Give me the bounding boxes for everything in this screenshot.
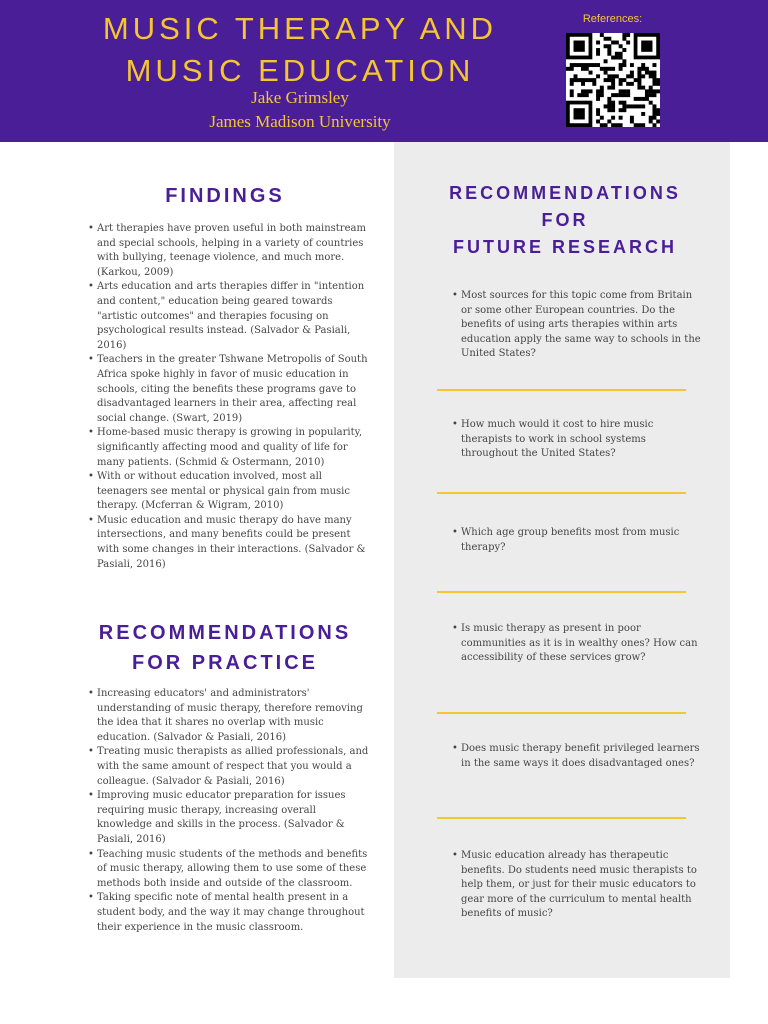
qr-module (596, 97, 600, 101)
qr-module (619, 93, 623, 97)
qr-module (611, 67, 615, 71)
qr-module (630, 74, 634, 78)
qr-module (626, 41, 630, 45)
header-banner (0, 0, 768, 142)
qr-module (600, 89, 604, 93)
qr-module (630, 116, 634, 120)
references-qr-code[interactable] (566, 33, 660, 127)
qr-module (649, 71, 653, 75)
practice-heading-line-1: RECOMMENDATIONS (98, 622, 352, 644)
qr-module (585, 89, 589, 93)
author-block (80, 86, 520, 134)
qr-module (626, 33, 630, 37)
qr-module (619, 44, 623, 48)
research-heading-line-1: RECOMMENDATIONS (449, 183, 681, 203)
qr-module (611, 108, 615, 112)
author-name: Jake Grimsley (251, 88, 349, 107)
qr-module (574, 41, 585, 52)
qr-module (604, 78, 608, 82)
findings-item: • Home-based music therapy is growing in popularity, significantly affecting mood and quality of life for many patients. (Schmid & Ostermann, 2010) (88, 426, 370, 470)
qr-module (652, 112, 656, 116)
findings-item: • With or without education involved, most all teenagers see mental or physical gain from music therapy. (Mcferran & Wigram, 2010) (88, 470, 370, 514)
qr-module (622, 48, 626, 52)
qr-module (652, 108, 656, 112)
qr-module (607, 78, 611, 82)
research-question: • Most sources for this topic come from Britain or some other European countries. Do the benefits of using arts therapies within arts education apply the same way to schools in the United States? (452, 289, 701, 362)
qr-module (619, 89, 623, 93)
qr-module (592, 78, 596, 82)
qr-code-image (566, 33, 660, 127)
qr-module (630, 71, 634, 75)
qr-module (622, 101, 626, 105)
qr-module (656, 119, 660, 123)
practice-list (88, 687, 370, 935)
qr-module (570, 93, 574, 97)
qr-module (637, 78, 641, 82)
qr-module (604, 67, 608, 71)
qr-module (641, 74, 645, 78)
qr-module (604, 37, 608, 41)
qr-module (570, 89, 574, 93)
qr-module (581, 63, 585, 67)
practice-item: • Teaching music students of the methods and benefits of music therapy, allowing them to use some of these methods both inside and outside of the classroom. (88, 848, 370, 892)
qr-module (615, 41, 619, 45)
qr-module (589, 89, 593, 93)
findings-list (88, 222, 370, 572)
qr-module (604, 44, 608, 48)
qr-module (596, 41, 600, 45)
qr-module (652, 63, 656, 67)
qr-module (630, 63, 634, 67)
qr-module (637, 86, 641, 90)
qr-module (585, 78, 589, 82)
qr-module (622, 37, 626, 41)
title-line-1: MUSIC THERAPY AND (102, 11, 498, 46)
qr-module (600, 86, 604, 90)
qr-module (656, 89, 660, 93)
research-question: • Is music therapy as present in poor communities as it is in wealthy ones? How can accessibility of these services grow? (452, 622, 701, 666)
qr-module (574, 78, 578, 82)
qr-module (645, 97, 649, 101)
qr-module (615, 56, 619, 60)
qr-module (626, 104, 630, 108)
qr-module (622, 108, 626, 112)
qr-module (600, 116, 604, 120)
qr-module (619, 101, 623, 105)
findings-item: • Art therapies have proven useful in both mainstream and special schools, helping in a variety of countries with bullying, teenage violence, and much more. (Karkou, 2009) (88, 222, 370, 280)
qr-module (615, 52, 619, 56)
practice-item: • Increasing educators' and administrators' understanding of music therapy, therefore removing the idea that it shares no overlap with music education. (Salvador & Pasiali, 2016) (88, 687, 370, 745)
qr-module (596, 89, 600, 93)
qr-module (585, 93, 589, 97)
qr-module (607, 67, 611, 71)
qr-module (649, 93, 653, 97)
qr-module (615, 93, 619, 97)
qr-module (607, 48, 611, 52)
research-question: • Does music therapy benefit privileged learners in the same ways it does disadvantaged ones? (452, 742, 701, 771)
practice-item: • Taking specific note of mental health present in a student body, and the way it may change throughout their experience in the music classroom. (88, 891, 370, 935)
qr-module (637, 104, 641, 108)
qr-module (656, 78, 660, 82)
qr-module (604, 71, 608, 75)
qr-module (641, 63, 645, 67)
qr-module (604, 59, 608, 63)
qr-module (611, 56, 615, 60)
qr-module (652, 123, 656, 127)
qr-module (570, 78, 574, 82)
gold-divider (437, 389, 686, 391)
qr-module (637, 82, 641, 86)
qr-module (570, 67, 574, 71)
qr-module (577, 78, 581, 82)
qr-module (645, 71, 649, 75)
qr-module (649, 116, 653, 120)
qr-module (596, 112, 600, 116)
qr-module (649, 119, 653, 123)
title-line-2: MUSIC EDUCATION (125, 53, 475, 88)
qr-module (577, 63, 581, 67)
qr-module (637, 123, 641, 127)
qr-module (649, 86, 653, 90)
qr-module (652, 78, 656, 82)
qr-module (596, 74, 600, 78)
qr-module (656, 112, 660, 116)
qr-module (645, 93, 649, 97)
research-heading-line-2: FOR (541, 210, 589, 230)
qr-module (570, 82, 574, 86)
gold-divider (437, 712, 686, 714)
qr-module (619, 108, 623, 112)
qr-module (589, 71, 593, 75)
qr-module (656, 108, 660, 112)
qr-module (634, 78, 638, 82)
qr-module (637, 71, 641, 75)
poster-title (80, 8, 520, 92)
qr-module (607, 104, 611, 108)
qr-module (637, 67, 641, 71)
qr-module (626, 82, 630, 86)
qr-module (634, 97, 638, 101)
qr-module (619, 52, 623, 56)
qr-module (585, 67, 589, 71)
qr-module (611, 123, 615, 127)
qr-module (611, 78, 615, 82)
qr-module (596, 63, 600, 67)
qr-module (622, 93, 626, 97)
findings-item: • Teachers in the greater Tshwane Metropolis of South Africa spoke highly in favor of music education in schools, citing the benefits these programs gave to disadvantaged learners in their area, affecting real social change. (Swart, 2019) (88, 353, 370, 426)
qr-module (611, 82, 615, 86)
qr-module (611, 41, 615, 45)
qr-module (652, 71, 656, 75)
qr-module (607, 74, 611, 78)
institution-name: James Madison University (209, 112, 391, 131)
findings-item: • Music education and music therapy do have many intersections, and many benefits could be present with some changes in their interactions. (Salvador & Pasiali, 2016) (88, 514, 370, 572)
gold-divider (437, 492, 686, 494)
qr-module (577, 93, 581, 97)
research-heading (420, 180, 710, 261)
practice-item: • Treating music therapists as allied professionals, and with the same amount of respect that you would a colleague. (Salvador & Pasiali, 2016) (88, 745, 370, 789)
qr-module (566, 67, 570, 71)
qr-module (641, 86, 645, 90)
qr-module (622, 63, 626, 67)
qr-module (641, 97, 645, 101)
qr-module (619, 82, 623, 86)
qr-module (600, 67, 604, 71)
qr-module (592, 63, 596, 67)
qr-module (607, 101, 611, 105)
qr-module (596, 52, 600, 56)
qr-module (652, 104, 656, 108)
gold-divider (437, 591, 686, 593)
practice-heading (78, 618, 372, 678)
qr-module (611, 104, 615, 108)
qr-module (611, 86, 615, 90)
qr-module (626, 93, 630, 97)
qr-module (581, 67, 585, 71)
qr-module (641, 123, 645, 127)
qr-module (596, 48, 600, 52)
references-label: References: (582, 13, 643, 25)
qr-module (652, 89, 656, 93)
qr-module (634, 104, 638, 108)
qr-module (596, 93, 600, 97)
qr-module (581, 78, 585, 82)
qr-module (611, 74, 615, 78)
qr-module (592, 82, 596, 86)
qr-module (645, 67, 649, 71)
qr-module (652, 93, 656, 97)
practice-heading-line-2: FOR PRACTICE (132, 652, 318, 674)
qr-module (607, 52, 611, 56)
qr-module (622, 104, 626, 108)
qr-module (574, 108, 585, 119)
qr-module (634, 123, 638, 127)
qr-module (619, 56, 623, 60)
qr-module (619, 78, 623, 82)
qr-module (626, 74, 630, 78)
practice-item: • Improving music educator preparation for issues requiring music therapy, increasing overall knowledge and skills in the process. (Salvador & Pasiali, 2016) (88, 789, 370, 847)
qr-module (615, 123, 619, 127)
qr-module (607, 97, 611, 101)
qr-module (630, 104, 634, 108)
qr-module (607, 119, 611, 123)
qr-module (622, 78, 626, 82)
qr-module (637, 74, 641, 78)
qr-module (626, 89, 630, 93)
qr-module (652, 74, 656, 78)
qr-module (581, 93, 585, 97)
qr-module (641, 67, 645, 71)
qr-module (574, 63, 578, 67)
qr-module (622, 89, 626, 93)
qr-module (641, 112, 645, 116)
qr-module (604, 123, 608, 127)
qr-module (619, 123, 623, 127)
qr-module (574, 74, 578, 78)
qr-module (604, 104, 608, 108)
qr-module (607, 37, 611, 41)
findings-item: • Arts education and arts therapies differ in "intention and content," education being geared towards "artistic outcomes" and therapies focusing on psychological results instead. (Salvador & Pasiali, 2016) (88, 280, 370, 353)
qr-module (600, 33, 604, 37)
research-question: • Which age group benefits most from music therapy? (452, 526, 701, 555)
qr-module (622, 33, 626, 37)
qr-module (607, 86, 611, 90)
qr-module (630, 119, 634, 123)
qr-module (581, 89, 585, 93)
qr-module (589, 78, 593, 82)
research-heading-line-3: FUTURE RESEARCH (452, 237, 677, 257)
qr-module (641, 104, 645, 108)
qr-module (645, 89, 649, 93)
qr-module (611, 116, 615, 120)
qr-module (652, 82, 656, 86)
qr-module (641, 41, 652, 52)
qr-module (596, 108, 600, 112)
qr-module (585, 63, 589, 67)
qr-module (615, 74, 619, 78)
qr-module (619, 63, 623, 67)
qr-module (581, 82, 585, 86)
research-question: • How much would it cost to hire music therapists to work in school systems throughout the United States? (452, 418, 701, 462)
qr-module (611, 93, 615, 97)
qr-module (649, 89, 653, 93)
findings-heading: FINDINGS (165, 185, 285, 207)
qr-module (596, 119, 600, 123)
qr-module (600, 93, 604, 97)
qr-module (649, 74, 653, 78)
qr-module (607, 44, 611, 48)
qr-module (619, 116, 623, 120)
qr-module (607, 108, 611, 112)
qr-module (622, 59, 626, 63)
qr-module (656, 82, 660, 86)
qr-module (637, 97, 641, 101)
qr-module (649, 101, 653, 105)
qr-module (570, 63, 574, 67)
research-question: • Music education already has therapeutic benefits. Do students need music therapists to help them, or just for their music educators to gear more of the curriculum to mental health benefits of music? (452, 849, 701, 922)
qr-module (611, 101, 615, 105)
qr-module (652, 116, 656, 120)
qr-module (630, 82, 634, 86)
gold-divider (437, 817, 686, 819)
qr-module (600, 123, 604, 127)
qr-module (619, 67, 623, 71)
qr-module (589, 63, 593, 67)
